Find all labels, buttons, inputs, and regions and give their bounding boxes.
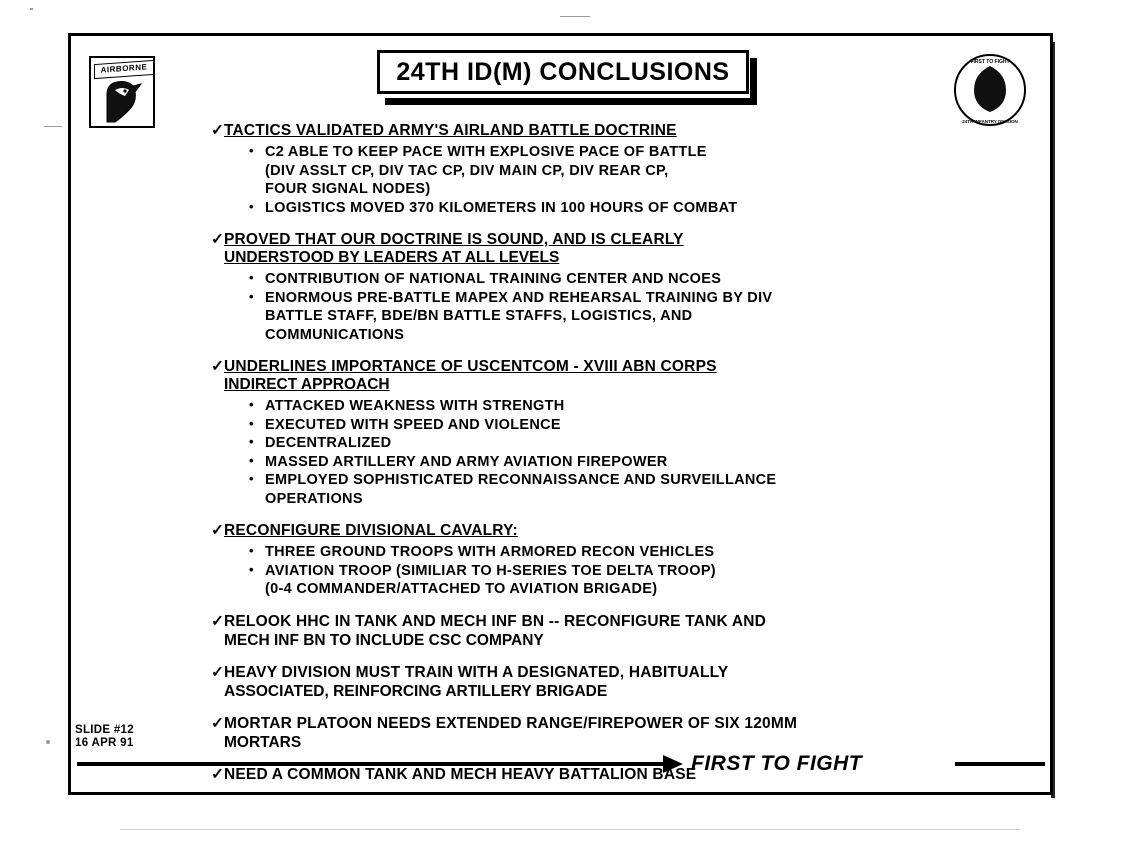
airborne-patch xyxy=(89,56,155,128)
check-icon: ✓ xyxy=(211,714,225,732)
bullet-line: MASSED ARTILLERY AND ARMY AVIATION FIREPOWER xyxy=(265,453,668,470)
bullet-line: CONTRIBUTION OF NATIONAL TRAINING CENTER AND NCOES xyxy=(265,271,722,287)
bullet-list xyxy=(211,543,1011,599)
slide-number: SLIDE #12 xyxy=(75,724,134,736)
closing-item xyxy=(211,766,1011,784)
section-heading-cont xyxy=(211,376,1011,394)
section-heading xyxy=(211,231,1011,249)
closing-item xyxy=(211,613,1011,650)
list-item xyxy=(249,434,1011,453)
svg-text:24TH INFANTRY DIVISION: 24TH INFANTRY DIVISION xyxy=(962,119,1018,124)
slide-border xyxy=(68,33,1053,795)
bullet-line: EXECUTED WITH SPEED AND VIOLENCE xyxy=(265,416,561,433)
closing-item-text: NEED A COMMON TANK AND MECH HEAVY BATTALION BASE xyxy=(224,765,697,783)
check-icon: ✓ xyxy=(211,663,225,681)
section-block xyxy=(211,522,1011,599)
closing-item xyxy=(211,664,1011,701)
section-heading xyxy=(211,122,1011,140)
list-item xyxy=(249,199,1011,218)
section-heading-cont-text: UNDERSTOOD BY LEADERS AT ALL LEVELS xyxy=(224,249,560,266)
bullet-line: ENORMOUS PRE-BATTLE MAPEX AND REHEARSAL TRAINING BY DIV xyxy=(265,289,773,306)
list-item xyxy=(249,397,1011,416)
closing-item-line xyxy=(211,715,1011,733)
bullet-line: DECENTRALIZED xyxy=(265,435,392,451)
bullet-list xyxy=(211,397,1011,508)
scan-artifact xyxy=(30,8,33,10)
list-item xyxy=(249,453,1011,472)
bullet-line-cont2: COMMUNICATIONS xyxy=(265,326,405,343)
section-heading xyxy=(211,358,1011,376)
closing-item-line xyxy=(211,664,1011,682)
check-icon: ✓ xyxy=(211,765,225,783)
section-heading-cont xyxy=(211,249,1011,267)
footer-rule xyxy=(77,762,1045,766)
bullet-line-cont: (DIV ASSLT CP, DIV TAC CP, DIV MAIN CP, DIV REAR CP, xyxy=(265,162,669,179)
svg-text:FIRST TO FIGHT: FIRST TO FIGHT xyxy=(970,59,1010,65)
section-heading-text: TACTICS VALIDATED ARMY'S AIRLAND BATTLE DOCTRINE xyxy=(224,122,677,139)
division-patch xyxy=(952,52,1028,128)
list-item xyxy=(249,562,1011,599)
list-item xyxy=(249,471,1011,508)
list-item xyxy=(249,543,1011,562)
bullet-line-cont: OPERATIONS xyxy=(265,490,363,507)
closing-item-line xyxy=(211,766,1011,784)
closing-item xyxy=(211,715,1011,752)
scan-artifact xyxy=(44,126,62,127)
section-block xyxy=(211,122,1011,217)
closing-item-text: MORTAR PLATOON NEEDS EXTENDED RANGE/FIREPOWER OF SIX 120MM xyxy=(224,714,798,732)
footer-bar-right xyxy=(955,762,1045,766)
slide-date: 16 APR 91 xyxy=(75,737,134,749)
scan-artifact xyxy=(560,16,590,17)
closing-item-cont: ASSOCIATED, REINFORCING ARTILLERY BRIGADE xyxy=(224,682,608,700)
airborne-patch-label: AIRBORNE xyxy=(94,60,154,79)
eagle-head-icon xyxy=(101,76,145,124)
section-heading-cont-text: INDIRECT APPROACH xyxy=(224,376,390,393)
bullet-line: LOGISTICS MOVED 370 KILOMETERS IN 100 HOURS OF COMBAT xyxy=(265,199,738,216)
section-heading-text: PROVED THAT OUR DOCTRINE IS SOUND, AND IS CLEARLY xyxy=(224,231,684,248)
check-icon: ✓ xyxy=(211,358,225,375)
closing-item-cont: MORTARS xyxy=(224,733,302,751)
page-title: 24TH ID(M) CONCLUSIONS xyxy=(396,57,730,86)
bullet-line: ATTACKED WEAKNESS WITH STRENGTH xyxy=(265,398,565,414)
slide-body xyxy=(211,122,1011,798)
bullet-line-cont: BATTLE STAFF, BDE/BN BATTLE STAFFS, LOGISTICS, AND xyxy=(265,308,693,324)
list-item xyxy=(249,143,1011,199)
closing-item-cont: MECH INF BN TO INCLUDE CSC COMPANY xyxy=(224,631,544,649)
check-icon: ✓ xyxy=(211,122,225,139)
bullet-list xyxy=(211,143,1011,217)
section-heading xyxy=(211,522,1011,540)
bullet-list xyxy=(211,270,1011,344)
section-heading-text: RECONFIGURE DIVISIONAL CAVALRY: xyxy=(224,522,518,539)
section-block xyxy=(211,358,1011,508)
title-shadow xyxy=(385,98,757,105)
slide-title-box xyxy=(377,50,749,94)
arrow-icon xyxy=(663,755,683,773)
scan-artifact xyxy=(120,829,1020,830)
closing-item-text: RELOOK HHC IN TANK AND MECH INF BN -- RECONFIGURE TANK AND xyxy=(224,612,767,630)
section-heading-text: UNDERLINES IMPORTANCE OF USCENTCOM - XVIII ABN CORPS xyxy=(224,358,717,375)
check-icon: ✓ xyxy=(211,522,225,539)
list-item xyxy=(249,270,1011,289)
title-shadow-right xyxy=(750,58,757,105)
footer-motto: FIRST TO FIGHT xyxy=(691,752,863,775)
list-item xyxy=(249,416,1011,435)
bullet-line-cont2: FOUR SIGNAL NODES) xyxy=(265,181,431,197)
check-icon: ✓ xyxy=(211,612,225,630)
list-item xyxy=(249,289,1011,345)
bullet-line: EMPLOYED SOPHISTICATED RECONNAISSANCE AND SURVEILLANCE xyxy=(265,472,777,488)
bullet-line-cont: (0-4 COMMANDER/ATTACHED TO AVIATION BRIGADE) xyxy=(265,581,658,597)
closing-item-text: HEAVY DIVISION MUST TRAIN WITH A DESIGNATED, HABITUALLY xyxy=(224,663,729,681)
check-icon: ✓ xyxy=(211,231,225,248)
footer-bar-left xyxy=(77,762,667,766)
bullet-line: THREE GROUND TROOPS WITH ARMORED RECON VEHICLES xyxy=(265,544,715,560)
closing-item-line xyxy=(211,613,1011,631)
scan-artifact xyxy=(46,740,50,744)
slide-number-block xyxy=(75,724,134,750)
bullet-line: AVIATION TROOP (SIMILIAR TO H-SERIES TOE DELTA TROOP) xyxy=(265,562,716,579)
bullet-line: C2 ABLE TO KEEP PACE WITH EXPLOSIVE PACE OF BATTLE xyxy=(265,144,707,160)
section-block xyxy=(211,231,1011,344)
